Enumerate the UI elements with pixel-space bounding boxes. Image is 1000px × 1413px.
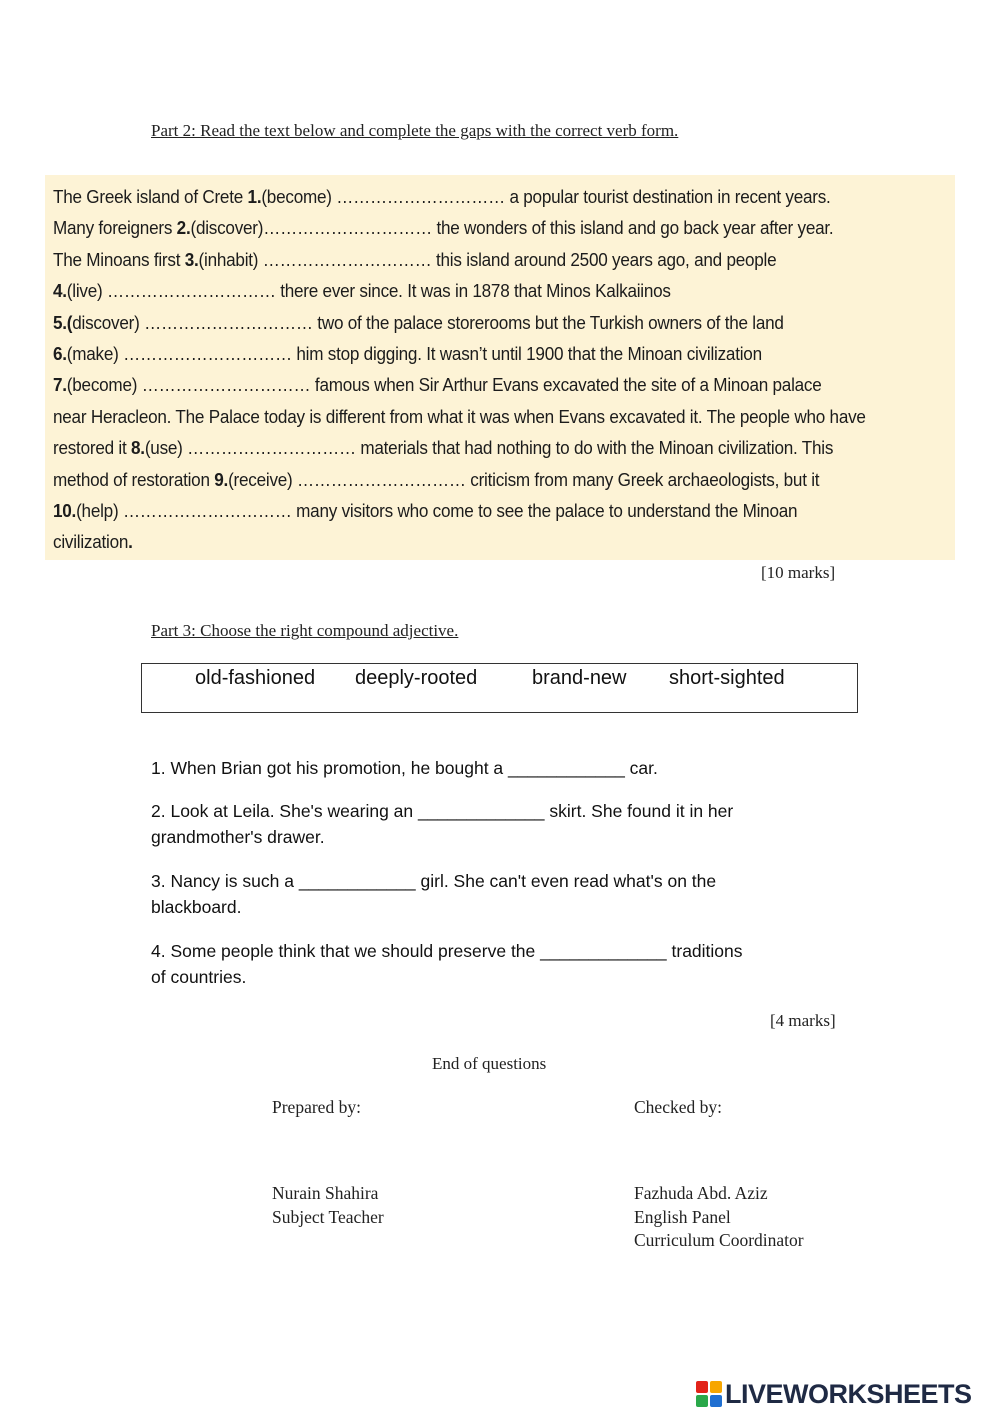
liveworksheets-logo [696, 1377, 972, 1411]
gap-number: 9. [214, 468, 229, 490]
preparer-role: Subject Teacher [272, 1206, 384, 1227]
end-of-questions: End of questions [432, 1054, 547, 1073]
passage-text: The Minoans first [53, 248, 185, 270]
passage-text: (use) ………………………… materials that had nothing to do with the Minoan civilization. This [144, 437, 834, 459]
question-line: 4. Some people think that we should preserve the _____________ traditions [151, 941, 743, 961]
gap-number: 1. [247, 186, 262, 207]
question-line: 3. Nancy is such a ____________ girl. She can't even read what's on the [151, 871, 717, 891]
passage-line [53, 526, 892, 557]
part2-marks: [10 marks] [761, 563, 836, 582]
checker-role: Curriculum Coordinator [634, 1230, 804, 1250]
passage-line [53, 338, 892, 369]
gap-number: . [128, 531, 133, 553]
gap-number: 8. [131, 437, 145, 459]
passage-text: (inhabit) ………………………… this island around 2500 years ago, and people [198, 248, 777, 270]
checked-by-label: Checked by: [634, 1097, 722, 1117]
gap-number: 4. [53, 280, 67, 302]
passage-text: The Greek island of Crete [53, 186, 248, 207]
question-line: 2. Look at Leila. She's wearing an _____________ skirt. She found it in her [151, 801, 734, 821]
question-4 [151, 938, 851, 990]
preparer-name: Nurain Shahira [272, 1183, 379, 1203]
passage-text: (live) ………………………… there ever since. It was in 1878 that Minos Kalkaiinos [66, 280, 671, 302]
passage-line [53, 432, 892, 463]
question-line: 1. When Brian got his promotion, he bought a ____________ car. [151, 758, 658, 778]
word-bank-item: brand-new [532, 667, 627, 689]
word-bank-item: short-sighted [669, 667, 785, 689]
passage-line [53, 244, 892, 275]
passage-text: (receive) ………………………… criticism from many Greek archaeologists, but it [228, 468, 820, 490]
passage-text: civilization [53, 531, 129, 553]
part3-heading: Part 3: Choose the right compound adjective. [151, 621, 459, 640]
question-2 [151, 798, 851, 850]
passage-text: Many foreigners [53, 217, 177, 239]
checked-by-block [634, 1182, 804, 1253]
passage-text: near Heracleon. The Palace today is different from what it was when Evans excavated it. The people who have [53, 405, 866, 427]
gap-number: 5.( [53, 311, 73, 333]
word-bank-box [141, 663, 858, 713]
question-line: blackboard. [151, 897, 242, 917]
liveworksheets-logo-icon [696, 1381, 722, 1407]
checker-name: Fazhuda Abd. Aziz [634, 1183, 768, 1203]
passage-text: method of restoration [53, 468, 215, 490]
passage-line [53, 495, 892, 526]
liveworksheets-logo-text: LIVEWORKSHEETS [725, 1378, 972, 1409]
passage-text: (become) ………………………… a popular tourist destination in recent years. [261, 186, 831, 207]
passage-line [53, 401, 892, 432]
reading-passage [45, 175, 955, 560]
passage-text: discover) ………………………… two of the palace storerooms but the Turkish owners of the land [72, 311, 784, 333]
passage-text: (become) ………………………… famous when Sir Arthur Evans excavated the site of a Minoan palace [66, 374, 822, 396]
part3-marks: [4 marks] [770, 1011, 836, 1030]
passage-line [53, 275, 892, 306]
question-3 [151, 868, 851, 920]
prepared-by-label: Prepared by: [272, 1097, 361, 1117]
gap-number: 6. [53, 342, 67, 364]
passage-line [53, 307, 892, 338]
gap-number: 7. [53, 374, 67, 396]
gap-number: 3. [184, 248, 199, 270]
checker-role: English Panel [634, 1206, 731, 1227]
passage-text: (discover)………………………… the wonders of this island and go back year after year. [190, 217, 834, 239]
passage-line [53, 181, 892, 212]
passage-line [53, 464, 892, 495]
question-line: grandmother's drawer. [151, 827, 325, 847]
passage-line [53, 369, 892, 400]
passage-text: restored it [53, 437, 132, 459]
question-1 [151, 755, 851, 781]
gap-number: 2. [176, 217, 191, 239]
question-line: of countries. [151, 967, 247, 987]
prepared-by-block [272, 1182, 384, 1229]
gap-number: 10. [53, 499, 77, 521]
passage-text: (help) ………………………… many visitors who come to see the palace to understand the Minoan [76, 499, 798, 521]
part2-heading: Part 2: Read the text below and complete the gaps with the correct verb form. [151, 121, 679, 140]
passage-text: (make) ………………………… him stop digging. It wasn’t until 1900 that the Minoan civilization [66, 342, 762, 364]
passage-line [53, 212, 892, 243]
word-bank-item: old-fashioned [195, 667, 316, 689]
word-bank-item: deeply-rooted [355, 667, 478, 689]
